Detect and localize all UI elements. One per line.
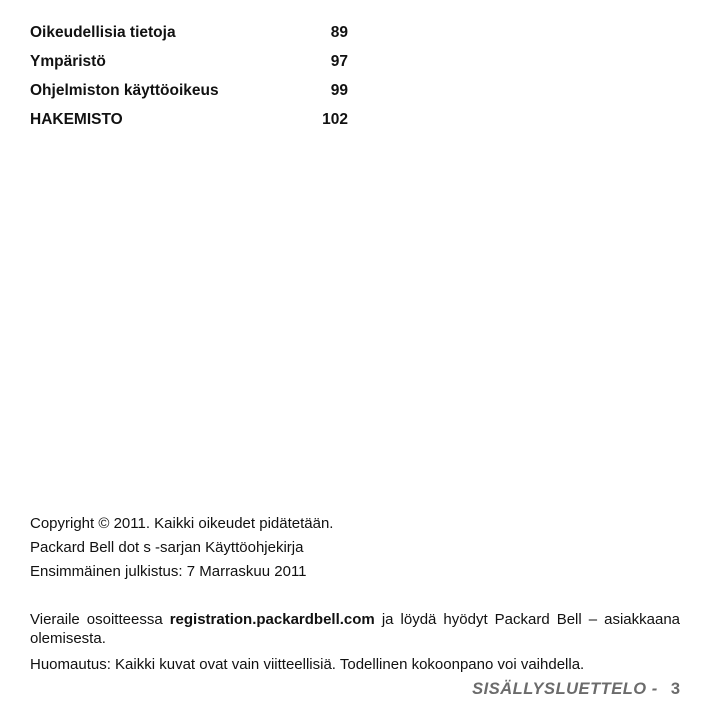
footer-section-label: SISÄLLYSLUETTELO - <box>472 680 663 698</box>
registration-text-after: ja löydä hyödyt Packard Bell – asiakkaana olemisesta. <box>30 611 681 647</box>
copyright-notice: Copyright © 2011. Kaikki oikeudet pidätetään. <box>30 515 334 532</box>
toc-entry-title: Oikeudellisia tietoja <box>30 24 176 41</box>
toc-entry-page: 102 <box>322 111 348 128</box>
toc-entry-page: 89 <box>330 24 348 41</box>
toc-entry-page: 99 <box>330 82 348 99</box>
toc-row-software-license[interactable] <box>30 82 348 111</box>
release-date: Ensimmäinen julkistus: 7 Marraskuu 2011 <box>30 563 307 580</box>
registration-text-before: Vieraile osoitteessa <box>30 611 170 628</box>
table-of-contents <box>30 24 348 140</box>
toc-row-index[interactable] <box>30 111 348 140</box>
publication-info <box>30 512 680 584</box>
footer-page-number: 3 <box>670 680 680 698</box>
toc-entry-title: HAKEMISTO <box>30 111 123 128</box>
toc-entry-title: Ympäristö <box>30 53 106 70</box>
toc-row-environment[interactable] <box>30 53 348 82</box>
manual-title: Packard Bell dot s -sarjan Käyttöohjekirja <box>30 539 304 556</box>
toc-row-legal[interactable] <box>30 24 348 53</box>
toc-entry-title: Ohjelmiston käyttöoikeus <box>30 82 219 99</box>
registration-link[interactable]: registration.packardbell.com <box>169 611 375 628</box>
disclaimer-note: Huomautus: Kaikki kuvat ovat vain viitteellisiä. Todellinen kokoonpano voi vaihdella. <box>30 656 585 673</box>
registration-paragraph <box>30 610 680 648</box>
toc-entry-page: 97 <box>330 53 348 70</box>
page-footer <box>472 680 680 699</box>
